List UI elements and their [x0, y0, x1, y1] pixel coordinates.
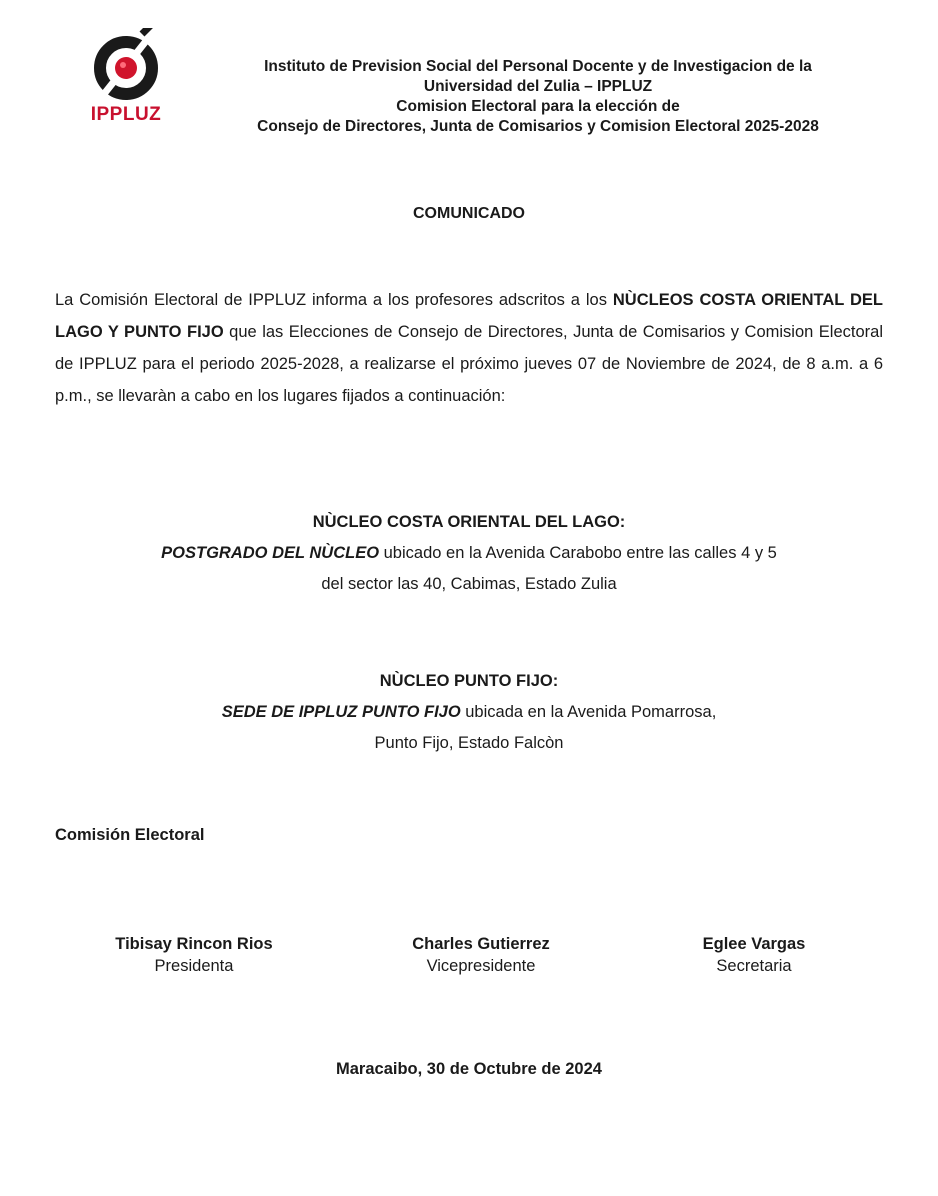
site-line-2: del sector las 40, Cabimas, Estado Zulia [321, 575, 617, 593]
signature-role: Vicepresidente [426, 957, 536, 975]
header-line-4: Consejo de Directores, Junta de Comisarios y Comision Electoral 2025-2028 [257, 118, 819, 135]
body-intro: La Comisión Electoral de IPPLUZ informa a los profesores adscritos a los [55, 291, 613, 309]
site-line-1 [0, 697, 938, 728]
signature-block [624, 933, 884, 977]
site-venue: POSTGRADO DEL NÙCLEO [161, 544, 380, 562]
signature-role: Presidenta [154, 957, 234, 975]
site-heading: NÙCLEO PUNTO FIJO: [379, 672, 559, 690]
body-rest: que las Elecciones de Consejo de Directores, Junta de Comisarios y Comision Electoral de IPPLUZ para el periodo 2025-2028, a realizarse el próximo jueves 07 de Noviembre de 2024, de 8 a.m. a 6 p.m., se llevaràn a cabo en los lugares fijados a continuación: [55, 323, 883, 405]
signature-block [351, 933, 611, 977]
body-paragraph [55, 284, 883, 412]
site-address: ubicada en la Avenida Pomarrosa, [460, 703, 717, 721]
header-line-2: Universidad del Zulia – IPPLUZ [423, 78, 653, 95]
site-heading: NÙCLEO COSTA ORIENTAL DEL LAGO: [312, 513, 626, 531]
signatory-label: Comisión Electoral [55, 826, 205, 844]
place-date: Maracaibo, 30 de Octubre de 2024 [336, 1060, 602, 1078]
ippluz-logo [86, 28, 172, 138]
document-header [200, 57, 876, 137]
logo-text: IPPLUZ [90, 104, 162, 125]
signature-name: Eglee Vargas [702, 935, 806, 953]
site-address: ubicado en la Avenida Carabobo entre las calles 4 y 5 [379, 544, 777, 562]
signature-name: Charles Gutierrez [412, 935, 550, 953]
header-line-3: Comision Electoral para la elección de [396, 98, 680, 115]
site-venue: SEDE DE IPPLUZ PUNTO FIJO [221, 703, 461, 721]
site-line-1 [0, 538, 938, 569]
header-line-1: Instituto de Prevision Social del Personal Docente y de Investigacion de la [264, 58, 812, 75]
signature-block [64, 933, 324, 977]
body-nucleos: NÙCLEOS COSTA ORIENTAL DEL LAGO Y PUNTO FIJO [55, 291, 883, 341]
site-punto-fijo [0, 666, 938, 759]
ippluz-logo-icon [86, 28, 166, 104]
site-costa-oriental [0, 507, 938, 600]
signature-name: Tibisay Rincon Rios [115, 935, 273, 953]
document-title: COMUNICADO [413, 205, 525, 222]
signature-role: Secretaria [716, 957, 792, 975]
site-line-2: Punto Fijo, Estado Falcòn [374, 734, 564, 752]
